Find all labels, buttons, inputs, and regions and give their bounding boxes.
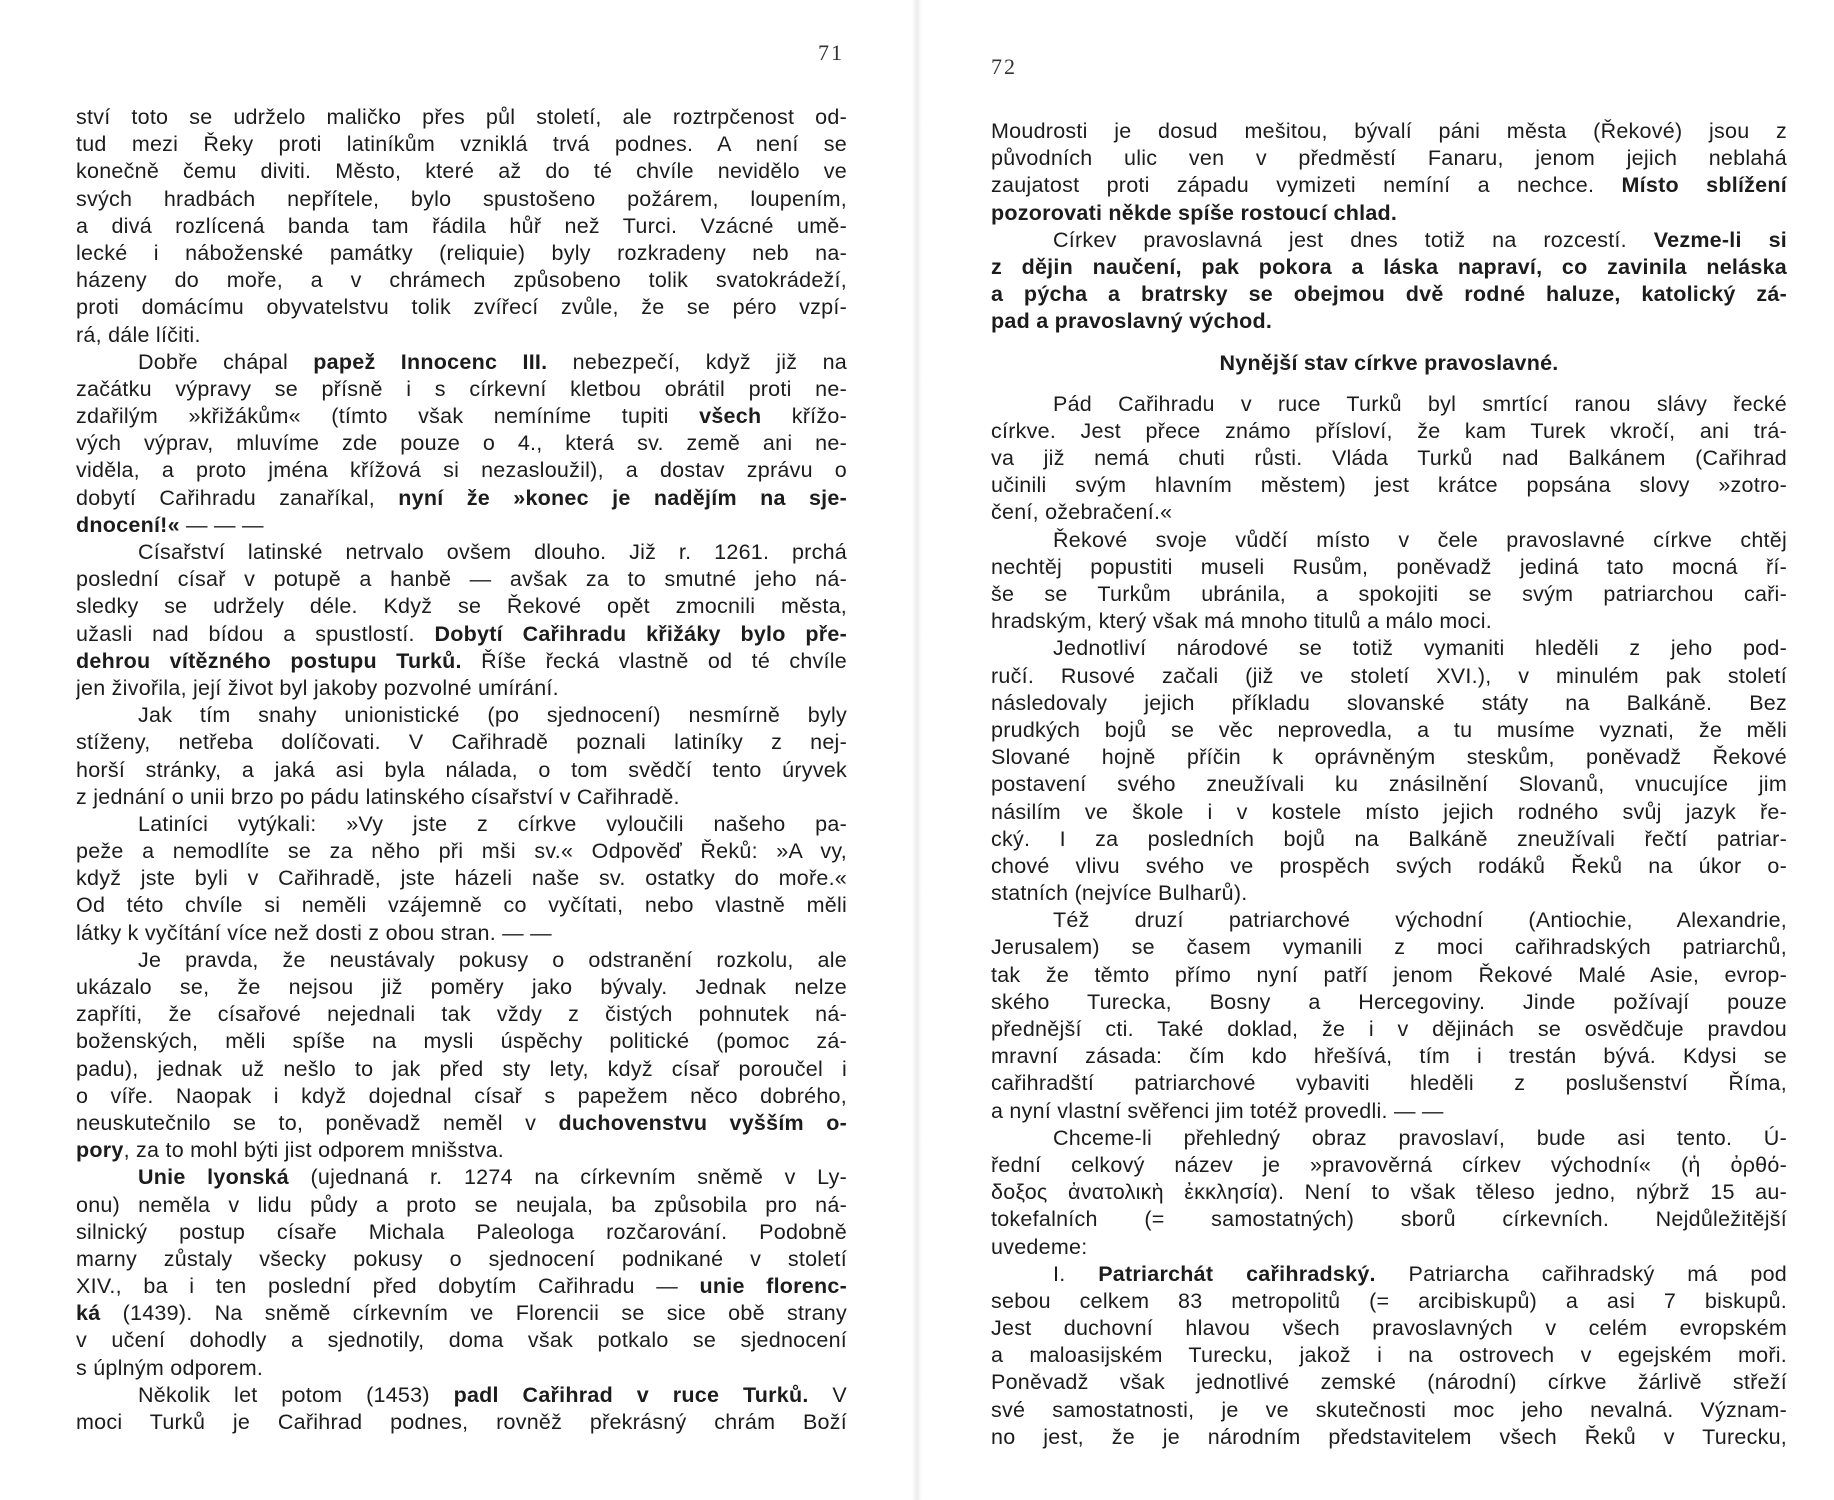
text-line <box>76 485 847 512</box>
text-line: Moudrosti je dosud mešitou, bývalí páni města (Řekové) jsou z <box>991 119 1787 143</box>
text-line: zapříti, že císařové nejednali tak vždy z čistých pohnutek ná- <box>76 1002 847 1027</box>
text-line: ručí. Rusové začali (již ve století XVI.), v minulém pak století <box>991 663 1787 688</box>
text-line: Jerusalem) se časem vymanili z moci cařihradských patriarchů, <box>991 935 1787 960</box>
text-line: tud mezi Řeky proti latiníkům vzniklá trvá podnes. A není se <box>76 132 847 157</box>
text-span: nebezpečí, když již na <box>547 349 847 374</box>
text-line <box>76 648 847 675</box>
text-line: Slované hojně příčin k oprávněným steskům, poněvadž Řekové <box>991 745 1787 770</box>
text-line: tokefalních (= samostatných) sborů církevních. Nejdůležitější <box>991 1207 1787 1232</box>
text-line: prudkých bojů se věc neprovedla, a tu musíme vyznati, že měli <box>991 717 1787 742</box>
text-line: Řekové svoje vůdčí místo v čele pravoslavné církve chtěj <box>1053 527 1787 552</box>
text-line: přednější cti. Také doklad, že i v dějinách se osvědčuje pravdou <box>991 1017 1787 1041</box>
text-line <box>991 254 1787 281</box>
text-line: uvedeme: <box>991 1234 1088 1259</box>
text-line: chové vlivu svého ve prospěch svých rodáků Řeků na úkor o- <box>991 853 1787 878</box>
text-span: neuskutečnilo se to, poněvadž neměl v <box>76 1110 559 1135</box>
text-line <box>76 1300 847 1327</box>
text-line: tak že těmto přímo nyní patří jenom Řekové Malé Asie, evrop- <box>991 962 1787 987</box>
text-line: lecké i náboženské památky (reliquie) byly rozkradeny neb na- <box>76 240 847 265</box>
text-line: Císařství latinské netrvalo ovšem dlouho. Již r. 1261. prchá <box>138 540 847 564</box>
text-line <box>76 1382 847 1409</box>
text-line: poslední císař v potupě a hanbě — avšak za to smutné jeho ná- <box>76 567 847 592</box>
page-number: 72 <box>991 54 1017 79</box>
text-line: látky k vyčítání více než dosti z obou stran. — — <box>76 920 552 945</box>
text-line: Chceme-li přehledný obraz pravoslaví, bude asi tento. Ú- <box>1053 1125 1787 1150</box>
bold-text: papež Innocenc III. <box>313 349 548 374</box>
text-span: křížo- <box>761 404 847 429</box>
text-span: V <box>808 1382 847 1407</box>
text-line: začátku výpravy se přísně i s církevní kletbou obrátil proti ne- <box>76 376 847 401</box>
text-line <box>76 512 847 539</box>
text-line: va již nemá chuti růsti. Vláda Turků nad Balkánem (Cařihrad <box>991 446 1787 471</box>
text-span: (ujednaná r. 1274 na církevním sněmě v Ly- <box>288 1165 847 1190</box>
bold-text: Patriarchát cařihradský. <box>1098 1261 1376 1286</box>
text-line: cký. I za posledních bojů na Balkáně zneužívali řečtí patriar- <box>991 826 1787 851</box>
text-line <box>76 349 847 376</box>
text-line: své samostatnosti, je ve skutečnosti moc jeho nevalná. Význam- <box>991 1397 1787 1422</box>
text-line: onu) neměla v lidu půdy a proto se neujala, ba způsobila pro ná- <box>76 1192 847 1217</box>
text-span: Církev pravoslavná jest dnes totiž na rozcestí. <box>1053 227 1654 252</box>
text-span: Patriarcha cařihradský má pod <box>1375 1261 1787 1286</box>
text-line: ukázalo se, že nejsou již poměry jako bývaly. Jednak nelze <box>76 975 847 999</box>
text-line: sebou celkem 83 metropolitů (= arcibiskupů) a asi 7 biskupů. <box>991 1288 1787 1313</box>
text-line: ství toto se udrželo maličko přes půl století, ale roztrpčenost od- <box>76 105 847 129</box>
text-line: o víře. Naopak i když dojednal císař s papežem něco dobrého, <box>76 1083 847 1108</box>
text-span: Několik let potom (1453) <box>138 1382 454 1407</box>
text-line: házeny do moře, a v chrámech způsobeno tolik svatokrádeží, <box>76 268 847 293</box>
text-line: Od této chvíle si neměli vzájemně co vyčítati, nebo vlastně měli <box>76 893 847 918</box>
text-line: Je pravda, že neustávaly pokusy o odstranění rozkolu, ale <box>138 947 847 972</box>
text-line: svých hradbách nepřítele, bylo spustošeno požárem, loupením, <box>76 186 847 211</box>
text-line <box>76 1137 847 1164</box>
bold-text: dehrou vítězného postupu Turků. <box>76 648 462 673</box>
text-line: s úplným odporem. <box>76 1355 264 1380</box>
text-line: jen živořila, její život byl jakoby pozvolné umírání. <box>76 675 559 700</box>
bold-text: dnocení!« <box>76 512 180 537</box>
bold-text: Unie lyonská <box>138 1165 289 1190</box>
text-line: původních ulic ven v předměstí Fanaru, jenom jejich neblahá <box>991 146 1787 171</box>
text-line <box>991 281 1787 308</box>
text-line: hradským, který však má mnoho titulů a málo moci. <box>991 609 1492 634</box>
bold-text: z dějin naučení, pak pokora a láska napraví, co zavinila neláska <box>991 254 1787 279</box>
text-span: I. <box>1053 1261 1099 1286</box>
text-span: , za to mohl býti jist odporem mnišstva. <box>123 1138 505 1163</box>
text-line: Jak tím snahy unionistické (po sjednocení) nesmírně byly <box>138 703 847 728</box>
text-span: dobytí Cařihradu zanaříkal, <box>76 485 399 510</box>
text-span: užasli nad bídou a spustlostí. <box>76 621 435 646</box>
text-line: a nyní vlastní svěřenci jim totéž provedli. — — <box>991 1098 1444 1123</box>
text-line: še se Turkům ubránila, a spokojiti se svým patriarchou caři- <box>991 582 1787 606</box>
text-span: zaujatost proti západu vymizeti nemíní a nechce. <box>991 173 1622 198</box>
text-line <box>991 172 1787 199</box>
section-heading: Nynější stav církve pravoslavné. <box>1219 350 1559 375</box>
text-line: následovaly jejich příkladu slovanské státy na Balkáně. Bez <box>991 690 1787 715</box>
text-span: Říše řecká vlastně od té chvíle <box>461 648 847 673</box>
page-number: 71 <box>818 40 844 65</box>
text-line <box>76 621 847 648</box>
text-line: a maloasijském Turecku, jakož i na ostrovech v egejském moři. <box>991 1343 1787 1368</box>
text-line: proti domácímu obyvatelstvu tolik zvířecí zvůle, že se péro vzpí- <box>76 295 847 320</box>
text-line: v učení dohodly a sjednotily, doma však potkalo se sjednocení <box>76 1328 847 1353</box>
text-line <box>991 200 1787 227</box>
text-line: peže a nemodlíte se za něho při mši sv.« Odpověď Řeků: »A vy, <box>76 839 847 864</box>
text-line <box>76 1164 847 1191</box>
text-line: Pád Cařihradu v ruce Turků byl smrtící ranou slávy řecké <box>1053 391 1787 416</box>
bold-text: padl Cařihrad v ruce Turků. <box>453 1382 809 1407</box>
text-line: no jest, že je národním představitelem všech Řeků v Turecku, <box>991 1424 1787 1449</box>
text-line: ského Turecka, Bosny a Hercegoviny. Jinde požívají pouze <box>991 989 1787 1014</box>
bold-text: duchovenstvu vyšším o- <box>558 1110 847 1135</box>
text-line: čení, ožebračení.« <box>991 500 1173 525</box>
text-line: silnický postup císaře Michala Paleologa rozčarování. Podobně <box>76 1219 847 1244</box>
bold-text: všech <box>699 404 762 429</box>
bold-text: pozorovati někde spíše rostoucí chlad. <box>991 200 1398 225</box>
text-line: Jednotliví národové se totiž vymaniti hleděli z jeho pod- <box>1053 636 1787 661</box>
text-line: mravní zásada: čím kdo hřešívá, tím i trestán bývá. Kdysi se <box>991 1044 1787 1069</box>
text-span: zdařilým »křižákům« (tímto však nemíníme tupiti <box>76 404 700 429</box>
right-page <box>917 0 1834 1500</box>
bold-text: ká <box>76 1301 101 1326</box>
text-line: nechtěj popustiti museli Rusům, poněvadž jediná tato mocná ří- <box>991 554 1787 579</box>
text-line: horší stránky, a jaká asi byla nálada, o tom svědčí tento úryvek <box>76 757 847 782</box>
text-line: řední celkový název je »pravověrná církev východní« (ἡ ὀρθό- <box>991 1152 1787 1177</box>
text-line: viděla, a proto jména křížová si nezasloužil), a dostav zprávu o <box>76 458 847 483</box>
text-line: padu), jednak už nešlo to jak před sty lety, když císař poroučel i <box>76 1056 847 1081</box>
text-line <box>76 403 847 430</box>
text-line: boženských, měli spíše na mysli úspěchy politické (pomoc zá- <box>76 1029 847 1054</box>
text-line: Jest duchovní hlavou všech pravoslavných v celém evropském <box>991 1316 1787 1341</box>
bold-text: Vezme-li si <box>1653 227 1787 252</box>
text-line <box>76 1110 847 1137</box>
text-line: vých výprav, mluvíme zde pouze o 4., která sv. země ani ne- <box>76 431 847 456</box>
text-line: Latiníci vytýkali: »Vy jste z církve vyloučili našeho pa- <box>138 811 847 836</box>
bold-text: nyní že »konec je nadějím na sje- <box>398 485 847 510</box>
text-line: a divá rozlícená banda tam řádila hůř než Turci. Vzácné umě- <box>76 213 847 238</box>
text-span: XIV., ba i ten poslední před dobytím Cařihradu — <box>76 1274 700 1299</box>
text-line: cařihradští patriarchové vybaviti hleděli z poslušenství Říma, <box>991 1071 1787 1096</box>
text-line: stíženy, netřeba dolíčovati. V Cařihradě poznali latiníky z nej- <box>76 730 847 755</box>
page-text <box>76 104 847 1436</box>
bold-text: Dobytí Cařihradu křižáky bylo pře- <box>434 621 847 646</box>
text-line: konečně čemu diviti. Město, které až do té chvíle nevidělo ve <box>76 159 847 184</box>
bold-text: Místo sblížení <box>1621 173 1787 198</box>
bold-text: pory <box>76 1138 124 1163</box>
bold-text: a pýcha a bratrsky se obejmou dvě rodné haluze, katolický zá- <box>991 282 1787 307</box>
text-line <box>991 308 1787 335</box>
text-line: δοξος ἀνατολικὴ ἐκκλησία). Není to však těleso jedno, nýbrž 15 au- <box>991 1180 1787 1205</box>
text-line: Též druzí patriarchové východní (Antiochie, Alexandrie, <box>1053 908 1787 933</box>
text-line: postavení svého zneužívali ku znásilnění Slovanů, vnucujíce jim <box>991 772 1787 797</box>
text-span: Dobře chápal <box>138 349 314 374</box>
bold-text: pad a pravoslavný východ. <box>991 309 1273 334</box>
text-line <box>991 1261 1787 1288</box>
text-line: marny zůstaly všecky pokusy o sjednocení podnikané v století <box>76 1246 847 1271</box>
text-line: Poněvadž však jednotlivé zemské (národní) církve žárlivě střeží <box>991 1370 1787 1395</box>
text-line: z jednání o unii brzo po pádu latinského císařství v Cařihradě. <box>76 784 680 809</box>
text-line: sledky se udržely déle. Když se Řekové opět zmocnili města, <box>76 594 847 619</box>
text-line <box>76 1273 847 1300</box>
text-line: moci Turků je Cařihrad podnes, rovněž překrásný chrám Boží <box>76 1410 847 1434</box>
text-line: když jste byli v Cařihradě, jste házeli naše sv. ostatky do moře.« <box>76 866 847 891</box>
page-text <box>991 118 1787 1451</box>
text-line: církve. Jest přece známo přísloví, že kam Turek vkročí, ani trá- <box>991 418 1787 443</box>
text-span: (1439). Na sněmě církevním ve Florencii se sice obě strany <box>100 1301 847 1326</box>
text-line <box>991 227 1787 254</box>
text-line: rá, dále líčiti. <box>76 322 201 347</box>
text-line: učinili svým hlavním městem) jest krátce popsána slovy »zotro- <box>991 473 1787 498</box>
text-line: statních (nejvíce Bulharů). <box>991 881 1248 906</box>
text-span: — — — <box>179 512 264 537</box>
bold-text: unie florenc- <box>699 1274 847 1299</box>
text-line: násilím ve škole i v kostele místo jejich rodného svůj jazyk ře- <box>991 799 1787 824</box>
